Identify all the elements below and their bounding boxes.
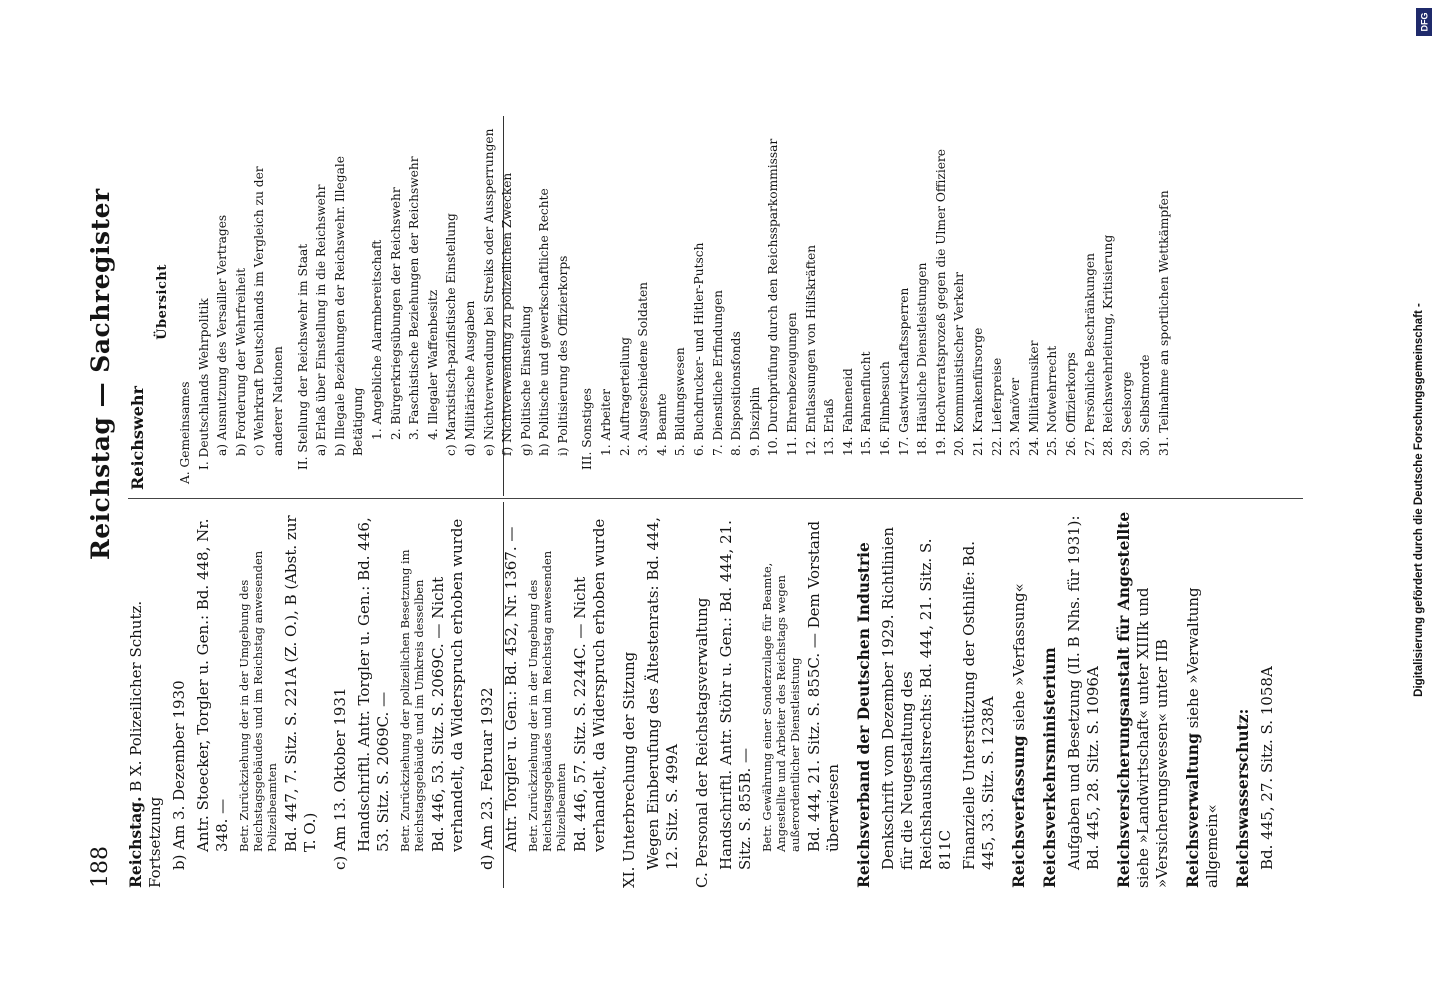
register-entry xyxy=(170,506,189,888)
overview-item: 11. Ehrenbezeugungen xyxy=(785,312,799,456)
overview-item: a) Ausnutzung des Versailler Vertrages xyxy=(215,214,230,456)
overview-item: 12. Entlassungen von Hilfskräften xyxy=(803,244,818,456)
register-entry xyxy=(1233,506,1253,888)
entry-text: Betr. Zurückziehung der in der Umgebung des Reichstagsgebäudes und im Reichstag anwesenden Polizeibeamten xyxy=(237,550,279,852)
register-entry xyxy=(620,506,639,888)
register-entry xyxy=(1258,506,1277,888)
entry-keyword: Reichsverkehrsministerium xyxy=(1040,647,1059,888)
register-entry xyxy=(805,506,843,888)
overview-item: 25. Notwehrrecht xyxy=(1045,345,1060,456)
entry-text: Betr. Zurückziehung der in der Umgebung des Reichstagsgebäudes und im Reichstag anwesenden Polizeibeamten xyxy=(526,550,568,852)
entry-text: B X. Polizeilicher Schutz. Fortsetzung xyxy=(127,600,164,888)
entry-text: Handschriftl. Antr. Torgler u. Gen.: Bd. 446, 53. Sitz. S. 2069C. — xyxy=(355,517,392,852)
entry-text: Betr. Gewährung einer Sonderzulage für Beamte, Angestellte und Arbeiter des Reichstags wegen außerordentlicher Dienstleistung xyxy=(760,562,802,852)
register-entry xyxy=(693,506,712,888)
entry-text: Antr. Torgler u. Gen.: Bd. 452, Nr. 1367. — xyxy=(502,526,520,852)
overview-item: 16. Filmbesuch xyxy=(877,361,892,456)
overview-item: 17. Gastwirtschaftssperren xyxy=(896,287,911,456)
register-entry xyxy=(1183,506,1222,888)
entry-keyword: Reichsverband der Deutschen Industrie xyxy=(854,542,873,888)
running-title: Reichstag — Sachregister xyxy=(86,188,115,560)
entry-keyword: Reichstag. xyxy=(126,796,145,888)
overview-item: 30. Selbstmorde xyxy=(1138,354,1153,456)
overview-item: 15. Fahnenflucht xyxy=(859,351,874,456)
register-entry xyxy=(429,506,467,888)
overview-label: Übersicht xyxy=(155,264,170,340)
overview-item: A. Gemeinsames xyxy=(178,381,192,484)
overview-item: 13. Erlaß xyxy=(822,398,837,456)
overview-item: 26. Offizierkorps xyxy=(1063,352,1078,456)
overview-item: g) Politische Einstellung xyxy=(518,305,533,456)
entry-text: c) Am 13. Oktober 1931 xyxy=(331,687,349,870)
overview-item: 21. Krankenfürsorge xyxy=(970,327,985,456)
register-entry xyxy=(960,506,998,888)
overview-item: 10. Durchprüfung durch den Reichssparkommissar xyxy=(766,138,781,456)
entry-text: Aufgaben und Besetzung (II. B Nhs. für 1931): Bd. 445, 28. Sitz. S. 1096A xyxy=(1065,515,1102,870)
overview-item: 5. Bildungswesen xyxy=(673,347,688,456)
entry-text: Bd. 446, 57. Sitz. S. 2244C. — Nicht verhandelt, da Widerspruch erhoben wurde xyxy=(571,518,608,852)
register-entry xyxy=(1114,506,1172,888)
overview-item: c) Marxistisch-pazifistische Einstellung xyxy=(444,213,459,456)
entry-text: C. Personal der Reichstagsverwaltung xyxy=(693,597,711,888)
register-entry xyxy=(1009,506,1029,888)
column-divider xyxy=(128,498,1303,499)
entry-text: Bd. 447, 7. Sitz. S. 221A (Z. O.), B (Abst. zur T. O.) xyxy=(282,515,319,852)
overview-item: b) Illegale Beziehungen der Reichswehr. Illegale Betätigung xyxy=(332,156,366,456)
overview-item: 29. Seelsorge xyxy=(1119,371,1134,456)
entry-text: Bd. 445, 27. Sitz. S. 1058A xyxy=(1258,666,1276,870)
overview-item: II. Stellung der Reichswehr im Staat xyxy=(295,243,310,470)
register-entry xyxy=(282,506,320,888)
entry-text: Denkschrift vom Dezember 1929. Richtlinien für die Neugestaltung des Reichshaushaltsrechts: Bd. 444, 21. Sitz. S. 811C xyxy=(879,526,954,870)
entry-text: d) Am 23. Februar 1932 xyxy=(478,687,496,870)
overview-item: 2. Bürgerkriegsübungen der Reichswehr xyxy=(388,187,403,440)
overview-item: b) Forderung der Wehrfreiheit xyxy=(233,267,248,456)
register-entry xyxy=(1065,506,1103,888)
register-entry xyxy=(571,506,609,888)
entry-text: Finanzielle Unterstützung der Osthilfe: Bd. 445, 33. Sitz. S. 1238A xyxy=(960,540,997,870)
entry-keyword: Reichswasserschutz: xyxy=(1233,708,1252,888)
left-column xyxy=(126,506,1306,888)
overview-item: f) Nichtverwendung zu polizeilichen Zwecken xyxy=(500,172,515,456)
overview-item: 6. Buchdrucker- und Hitler-Putsch xyxy=(692,242,707,456)
register-entry xyxy=(854,506,874,888)
overview-item: 20. Kommunistischer Verkehr xyxy=(952,272,967,456)
overview-item: 1. Arbeiter xyxy=(599,389,614,456)
overview-item: c) Wehrkraft Deutschlands im Vergleich zu der anderer Nationen xyxy=(252,166,285,456)
entry-text: Betr. Zurückziehung der polizeilichen Besetzung im Reichstagsgebäude und im Umkreis desselben xyxy=(398,549,426,852)
entry-note xyxy=(237,506,279,888)
overview-list xyxy=(176,114,1173,490)
register-entry xyxy=(717,506,755,888)
page-header xyxy=(84,0,124,1000)
overview-item: h) Politische und gewerkschaftliche Rechte xyxy=(537,188,552,456)
overview-item: 3. Ausgeschiedene Soldaten xyxy=(636,281,651,456)
register-entry xyxy=(478,506,497,888)
right-column xyxy=(126,114,1306,490)
register-entry xyxy=(644,506,682,888)
overview-item: III. Sonstiges xyxy=(580,387,595,470)
overview-item: i) Politisierung des Offizierkorps xyxy=(555,255,570,456)
overview-item: 31. Teilnahme an sportlichen Wettkämpfen xyxy=(1156,190,1171,456)
register-entry xyxy=(126,506,165,888)
reichswehr-heading: Reichswehr xyxy=(128,386,147,490)
overview-item: 23. Manöver xyxy=(1008,377,1023,456)
overview-item: 19. Hochverratsprozeß gegen die Ulmer Offiziere xyxy=(933,149,948,456)
register-entry xyxy=(331,506,350,888)
entry-text: siehe »Verfassung« xyxy=(1010,583,1028,736)
page-number: 188 xyxy=(88,846,113,888)
entry-text: b) Am 3. Dezember 1930 xyxy=(170,680,188,870)
entry-note xyxy=(760,506,802,888)
overview-item: 27. Persönliche Beschränkungen xyxy=(1082,253,1097,456)
entry-text: Handschriftl. Antr. Stöhr u. Gen.: Bd. 444, 21. Sitz. S. 855B. — xyxy=(717,520,754,870)
register-entry xyxy=(879,506,955,888)
entry-note xyxy=(398,506,426,888)
overview-item: a) Erlaß über Einstellung in die Reichswehr xyxy=(314,184,329,456)
overview-item: 24. Militärmusiker xyxy=(1026,340,1041,456)
entry-text: XI. Unterbrechung der Sitzung xyxy=(620,651,638,888)
overview-item: 8. Dispositionsfonds xyxy=(729,331,744,456)
entry-text: Bd. 446, 53. Sitz. S. 2069C. — Nicht verhandelt, da Widerspruch erhoben wurde xyxy=(429,518,466,852)
register-entry xyxy=(194,506,232,888)
register-entry xyxy=(355,506,393,888)
overview-item: e) Nichtverwendung bei Streiks oder Aussperrungen xyxy=(481,128,496,456)
overview-item: 3. Faschistische Beziehungen der Reichswehr xyxy=(407,156,422,440)
entry-keyword: Reichsverwaltung xyxy=(1183,733,1202,888)
overview-item: 1. Angebliche Alarmbereitschaft xyxy=(369,239,384,440)
register-entry xyxy=(502,506,521,888)
entry-text: Antr. Stoecker, Torgler u. Gen.: Bd. 448, Nr. 348. — xyxy=(194,518,231,852)
overview-item: 4. Beamte xyxy=(654,393,669,456)
entry-text: Bd. 444, 21. Sitz. S. 855C. — Dem Vorstand überwiesen xyxy=(805,520,842,852)
entry-keyword: Reichsverfassung xyxy=(1009,735,1028,888)
overview-item: 14. Fahneneid xyxy=(840,368,855,456)
overview-item: 9. Disziplin xyxy=(747,386,762,456)
entry-text: Wegen Einberufung des Ältestenrats: Bd. 444, 12. Sitz. S. 499A xyxy=(644,517,681,870)
overview-item: 22. Lieferpreise xyxy=(989,357,1004,456)
overview-item: 7. Dienstliche Erfindungen xyxy=(710,289,725,456)
overview-item: 2. Auftragerteilung xyxy=(617,337,632,456)
dfg-logo: DFG xyxy=(1416,8,1432,36)
overview-item: d) Militärische Ausgaben xyxy=(462,300,477,456)
overview-item: 28. Reichswehrleitung, Kritisierung xyxy=(1101,234,1116,456)
register-entry xyxy=(1040,506,1060,888)
entry-note xyxy=(526,506,568,888)
overview-item: 18. Häusliche Dienstleistungen xyxy=(915,262,930,456)
entry-keyword: Reichsversicherungsanstalt für Angestellte xyxy=(1114,511,1133,888)
entry-text: siehe »Landwirtschaft« unter XIIIk und »Versicherungswesen« unter IIB xyxy=(1134,587,1171,888)
overview-item: 4. Illegaler Waffenbesitz xyxy=(425,289,440,440)
entry-text: siehe »Verwaltung allgemein« xyxy=(1184,587,1221,888)
funding-note: Digitalisierung gefördert durch die Deutsche Forschungsgemeinschaft - xyxy=(1413,303,1425,697)
overview-item: I. Deutschlands Wehrpolitik xyxy=(196,298,211,470)
